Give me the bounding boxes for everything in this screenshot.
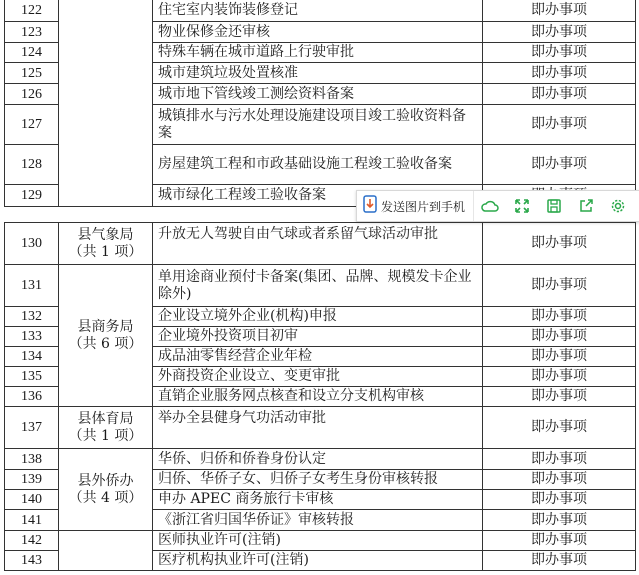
row-number: 124 xyxy=(5,43,59,63)
item-name: 单用途商业预付卡备案(集团、品牌、规模发卡企业除外) xyxy=(153,265,483,307)
dept-name: 县气象局 xyxy=(77,226,134,243)
dept-cell xyxy=(59,0,153,207)
item-type: 即办事项 xyxy=(483,223,636,265)
dept-count: （共 1 项） xyxy=(68,427,143,444)
item-name: 归侨、华侨子女、归侨子女考生身份审核转报 xyxy=(153,470,483,490)
item-type: 即办事项 xyxy=(483,470,636,490)
row-number: 138 xyxy=(5,449,59,470)
send-to-phone-label: 发送图片到手机 xyxy=(381,199,466,214)
dept-cell-health xyxy=(59,531,153,571)
row-number: 125 xyxy=(5,63,59,84)
dept-name: 县体育局 xyxy=(77,410,134,427)
fullscreen-icon xyxy=(514,198,530,214)
row-number: 131 xyxy=(5,265,59,307)
item-name: 《浙江省归国华侨证》审核转报 xyxy=(153,510,483,531)
table-row xyxy=(5,223,636,265)
row-number: 133 xyxy=(5,327,59,347)
item-name: 外商投资企业设立、变更审批 xyxy=(153,367,483,387)
item-type: 即办事项 xyxy=(483,0,636,22)
row-number: 137 xyxy=(5,407,59,449)
item-type: 即办事项 xyxy=(483,367,636,387)
dept-name: 县外侨办 xyxy=(77,472,134,489)
dept-name: 县商务局 xyxy=(77,318,134,335)
settings-icon xyxy=(610,198,626,214)
item-type: 即办事项 xyxy=(483,327,636,347)
share-icon xyxy=(578,198,594,214)
item-name: 住宅室内装饰装修登记 xyxy=(153,0,483,22)
table-bottom xyxy=(4,222,636,571)
row-number: 142 xyxy=(5,531,59,551)
item-type: 即办事项 xyxy=(483,105,636,145)
item-name: 企业设立境外企业(机构)申报 xyxy=(153,307,483,327)
table-row xyxy=(5,0,636,22)
table-row xyxy=(5,265,636,307)
item-type: 即办事项 xyxy=(483,531,636,551)
cloud-button[interactable] xyxy=(474,191,506,221)
row-number: 135 xyxy=(5,367,59,387)
phone-send-icon xyxy=(363,195,377,218)
item-type: 即办事项 xyxy=(483,407,636,449)
table-top xyxy=(4,0,636,207)
item-name: 升放无人驾驶自由气球或者系留气球活动审批 xyxy=(153,223,483,265)
row-number: 139 xyxy=(5,470,59,490)
item-type: 即办事项 xyxy=(483,265,636,307)
row-number: 128 xyxy=(5,145,59,185)
item-name: 城市地下管线竣工测绘资料备案 xyxy=(153,84,483,105)
item-type: 即办事项 xyxy=(483,63,636,84)
item-type: 即办事项 xyxy=(483,510,636,531)
item-type: 即办事项 xyxy=(483,307,636,327)
row-number: 126 xyxy=(5,84,59,105)
item-type: 即办事项 xyxy=(483,551,636,571)
item-type: 即办事项 xyxy=(483,22,636,43)
row-number: 127 xyxy=(5,105,59,145)
settings-button[interactable] xyxy=(602,191,634,221)
row-number: 140 xyxy=(5,490,59,510)
share-button[interactable] xyxy=(570,191,602,221)
save-button[interactable] xyxy=(538,191,570,221)
row-number: 132 xyxy=(5,307,59,327)
row-number: 130 xyxy=(5,223,59,265)
item-type: 即办事项 xyxy=(483,347,636,367)
item-name: 城市建筑垃圾处置核准 xyxy=(153,63,483,84)
item-name: 医疗机构执业许可(注销) xyxy=(153,551,483,571)
dept-count: （共 1 项） xyxy=(68,243,143,260)
row-number: 136 xyxy=(5,387,59,407)
item-name: 华侨、归侨和侨眷身份认定 xyxy=(153,449,483,470)
item-name: 成品油零售经营企业年检 xyxy=(153,347,483,367)
row-number: 123 xyxy=(5,22,59,43)
table-row xyxy=(5,531,636,551)
item-type: 即办事项 xyxy=(483,84,636,105)
cloud-icon xyxy=(481,199,499,213)
save-icon xyxy=(546,198,562,214)
dept-cell-overseas xyxy=(59,449,153,531)
dept-count: （共 6 项） xyxy=(68,335,143,352)
item-name: 城镇排水与污水处理设施建设项目竣工验收资料备案 xyxy=(153,105,483,145)
dept-cell-meteorology xyxy=(59,223,153,265)
item-type: 即办事项 xyxy=(483,145,636,185)
row-number: 143 xyxy=(5,551,59,571)
send-to-phone-button[interactable] xyxy=(357,191,474,221)
dept-count: （共 4 项） xyxy=(68,489,143,506)
item-name: 举办全县健身气功活动审批 xyxy=(153,407,483,449)
item-type: 即办事项 xyxy=(483,490,636,510)
image-toolbar xyxy=(356,190,639,222)
row-number: 129 xyxy=(5,185,59,207)
item-name: 申办 APEC 商务旅行卡审核 xyxy=(153,490,483,510)
item-name: 特殊车辆在城市道路上行驶审批 xyxy=(153,43,483,63)
item-name: 城市绿化工程竣工验收备案 xyxy=(153,185,483,207)
item-name: 物业保修金还审核 xyxy=(153,22,483,43)
item-name: 医师执业许可(注销) xyxy=(153,531,483,551)
item-name: 房屋建筑工程和市政基础设施工程竣工验收备案 xyxy=(153,145,483,185)
dept-cell-sports xyxy=(59,407,153,449)
fullscreen-button[interactable] xyxy=(506,191,538,221)
item-name: 直销企业服务网点核查和设立分支机构审核 xyxy=(153,387,483,407)
row-number: 141 xyxy=(5,510,59,531)
item-type: 即办事项 xyxy=(483,43,636,63)
table-row xyxy=(5,449,636,470)
item-type: 即办事项 xyxy=(483,449,636,470)
item-type: 即办事项 xyxy=(483,387,636,407)
dept-cell-commerce xyxy=(59,265,153,407)
table-row xyxy=(5,407,636,449)
row-number: 134 xyxy=(5,347,59,367)
row-number: 122 xyxy=(5,0,59,22)
item-name: 企业境外投资项目初审 xyxy=(153,327,483,347)
